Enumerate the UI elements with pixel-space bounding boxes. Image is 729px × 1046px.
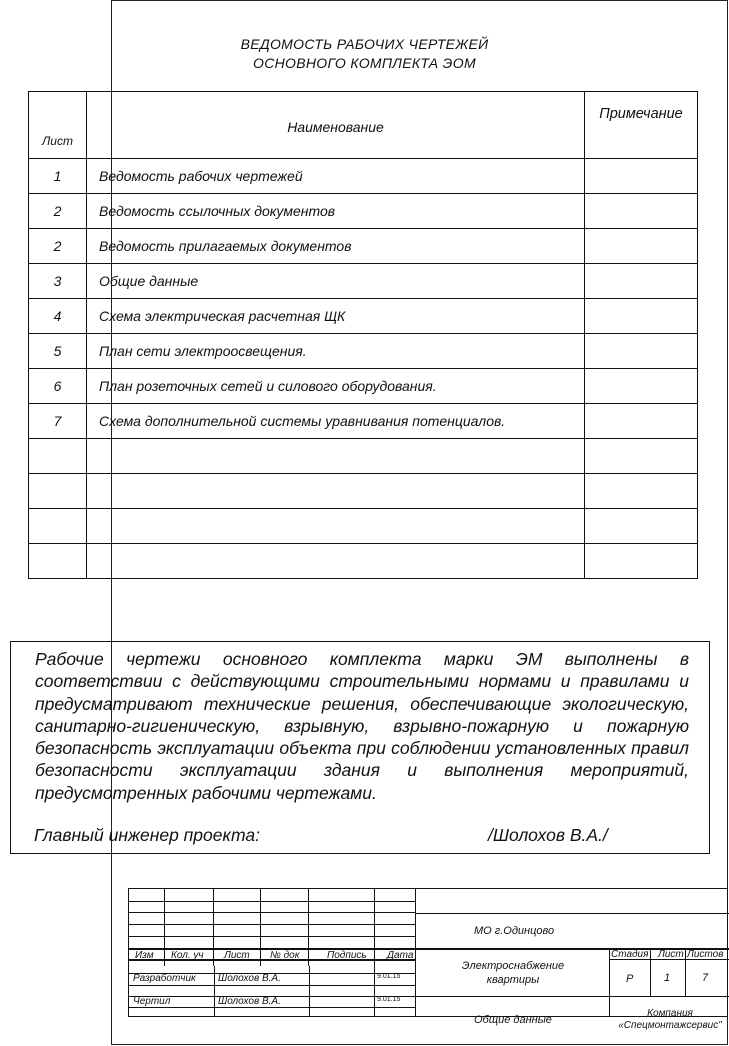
table-header-row [29, 92, 698, 159]
row-note [585, 159, 698, 194]
developer-role: Разработчик [133, 973, 196, 984]
table-row [29, 544, 698, 579]
table-row [29, 334, 698, 369]
header-name: Наименование [87, 92, 585, 159]
row-note [585, 264, 698, 299]
drafter-role: Чертил [133, 996, 171, 1007]
row-name [87, 509, 585, 544]
sheets-label: Листов [687, 949, 724, 960]
row-sheet-number: 3 [29, 264, 87, 299]
table-row [29, 299, 698, 334]
row-name [87, 474, 585, 509]
table-row [29, 369, 698, 404]
row-note [585, 474, 698, 509]
sheets-value: 7 [702, 972, 709, 984]
company-name: Компания «Спецмонтажсервис" [618, 1008, 722, 1031]
table-row [29, 229, 698, 264]
row-name: Ведомость ссылочных документов [87, 194, 585, 229]
sheet-label: Лист [658, 949, 684, 960]
table-row [29, 264, 698, 299]
table-row [29, 439, 698, 474]
row-sheet-number [29, 439, 87, 474]
sheet-value: 1 [664, 972, 671, 984]
row-note [585, 544, 698, 579]
table-row [29, 404, 698, 439]
col-podpis: Подпись [327, 950, 367, 961]
drawings-list-table [28, 91, 698, 579]
signature-name: /Шолохов В.А./ [488, 825, 608, 845]
title-block [128, 888, 728, 1031]
row-note [585, 194, 698, 229]
row-sheet-number [29, 544, 87, 579]
row-name: План сети электроосвещения. [87, 334, 585, 369]
compliance-text: Рабочие чертежи основного комплекта марки ЭМ выполнены в соответствии с действующими строительными нормами и правилами и предусматривают технические решения, обеспечивающие экологическую, санитарно-гигиеническую, взрывную, взрывно-пожарную и пожарную безопасность эксплуатации объекта при соблюдении установленных правил безопасности эксплуатации здания и выполнения мероприятий, предусмотренных рабочими чертежами. [35, 649, 689, 803]
table-row [29, 509, 698, 544]
row-note [585, 299, 698, 334]
row-sheet-number: 2 [29, 229, 87, 264]
row-sheet-number: 5 [29, 334, 87, 369]
table-row [29, 474, 698, 509]
document-title-line1: ВЕДОМОСТЬ РАБОЧИХ ЧЕРТЕЖЕЙ [240, 36, 489, 52]
signature-label: Главный инженер проекта: [34, 825, 260, 845]
col-kol-uch: Кол. уч [171, 950, 204, 961]
col-n-dok: № док [270, 950, 300, 961]
col-data: Дата [387, 950, 414, 961]
project-code: МО г.Одинцово [474, 925, 555, 937]
row-name: Схема дополнительной системы уравнивания потенциалов. [87, 404, 585, 439]
row-note [585, 229, 698, 264]
table-row [29, 194, 698, 229]
row-sheet-number: 4 [29, 299, 87, 334]
stage-value: Р [626, 973, 634, 985]
developer-name: Шолохов В.А. [218, 973, 281, 984]
row-name: Схема электрическая расчетная ЩК [87, 299, 585, 334]
document-title-line2: ОСНОВНОГО КОМПЛЕКТА ЭОМ [253, 55, 476, 71]
row-note [585, 439, 698, 474]
row-sheet-number: 2 [29, 194, 87, 229]
col-list: Лист [224, 950, 250, 961]
header-sheet: Лист [29, 92, 87, 159]
developer-date: 9.01.15 [377, 973, 401, 980]
row-sheet-number [29, 474, 87, 509]
object-name: Электроснабжение квартиры [461, 960, 565, 986]
row-note [585, 509, 698, 544]
row-name [87, 439, 585, 474]
row-sheet-number: 6 [29, 369, 87, 404]
table-row [29, 159, 698, 194]
sheet-name: Общие данные [474, 1014, 552, 1026]
drafter-date: 9.01.15 [377, 996, 401, 1003]
row-sheet-number: 7 [29, 404, 87, 439]
row-note [585, 334, 698, 369]
row-note [585, 404, 698, 439]
row-sheet-number [29, 509, 87, 544]
row-name: Общие данные [87, 264, 585, 299]
row-name: План розеточных сетей и силового оборудования. [87, 369, 585, 404]
drafter-name: Шолохов В.А. [218, 996, 281, 1007]
row-sheet-number: 1 [29, 159, 87, 194]
col-izm: Изм [135, 950, 154, 961]
stage-label: Стадия [611, 949, 649, 960]
row-name: Ведомость прилагаемых документов [87, 229, 585, 264]
row-name [87, 544, 585, 579]
header-note: Примечание [585, 92, 698, 159]
row-note [585, 369, 698, 404]
row-name: Ведомость рабочих чертежей [87, 159, 585, 194]
compliance-statement [10, 641, 710, 854]
